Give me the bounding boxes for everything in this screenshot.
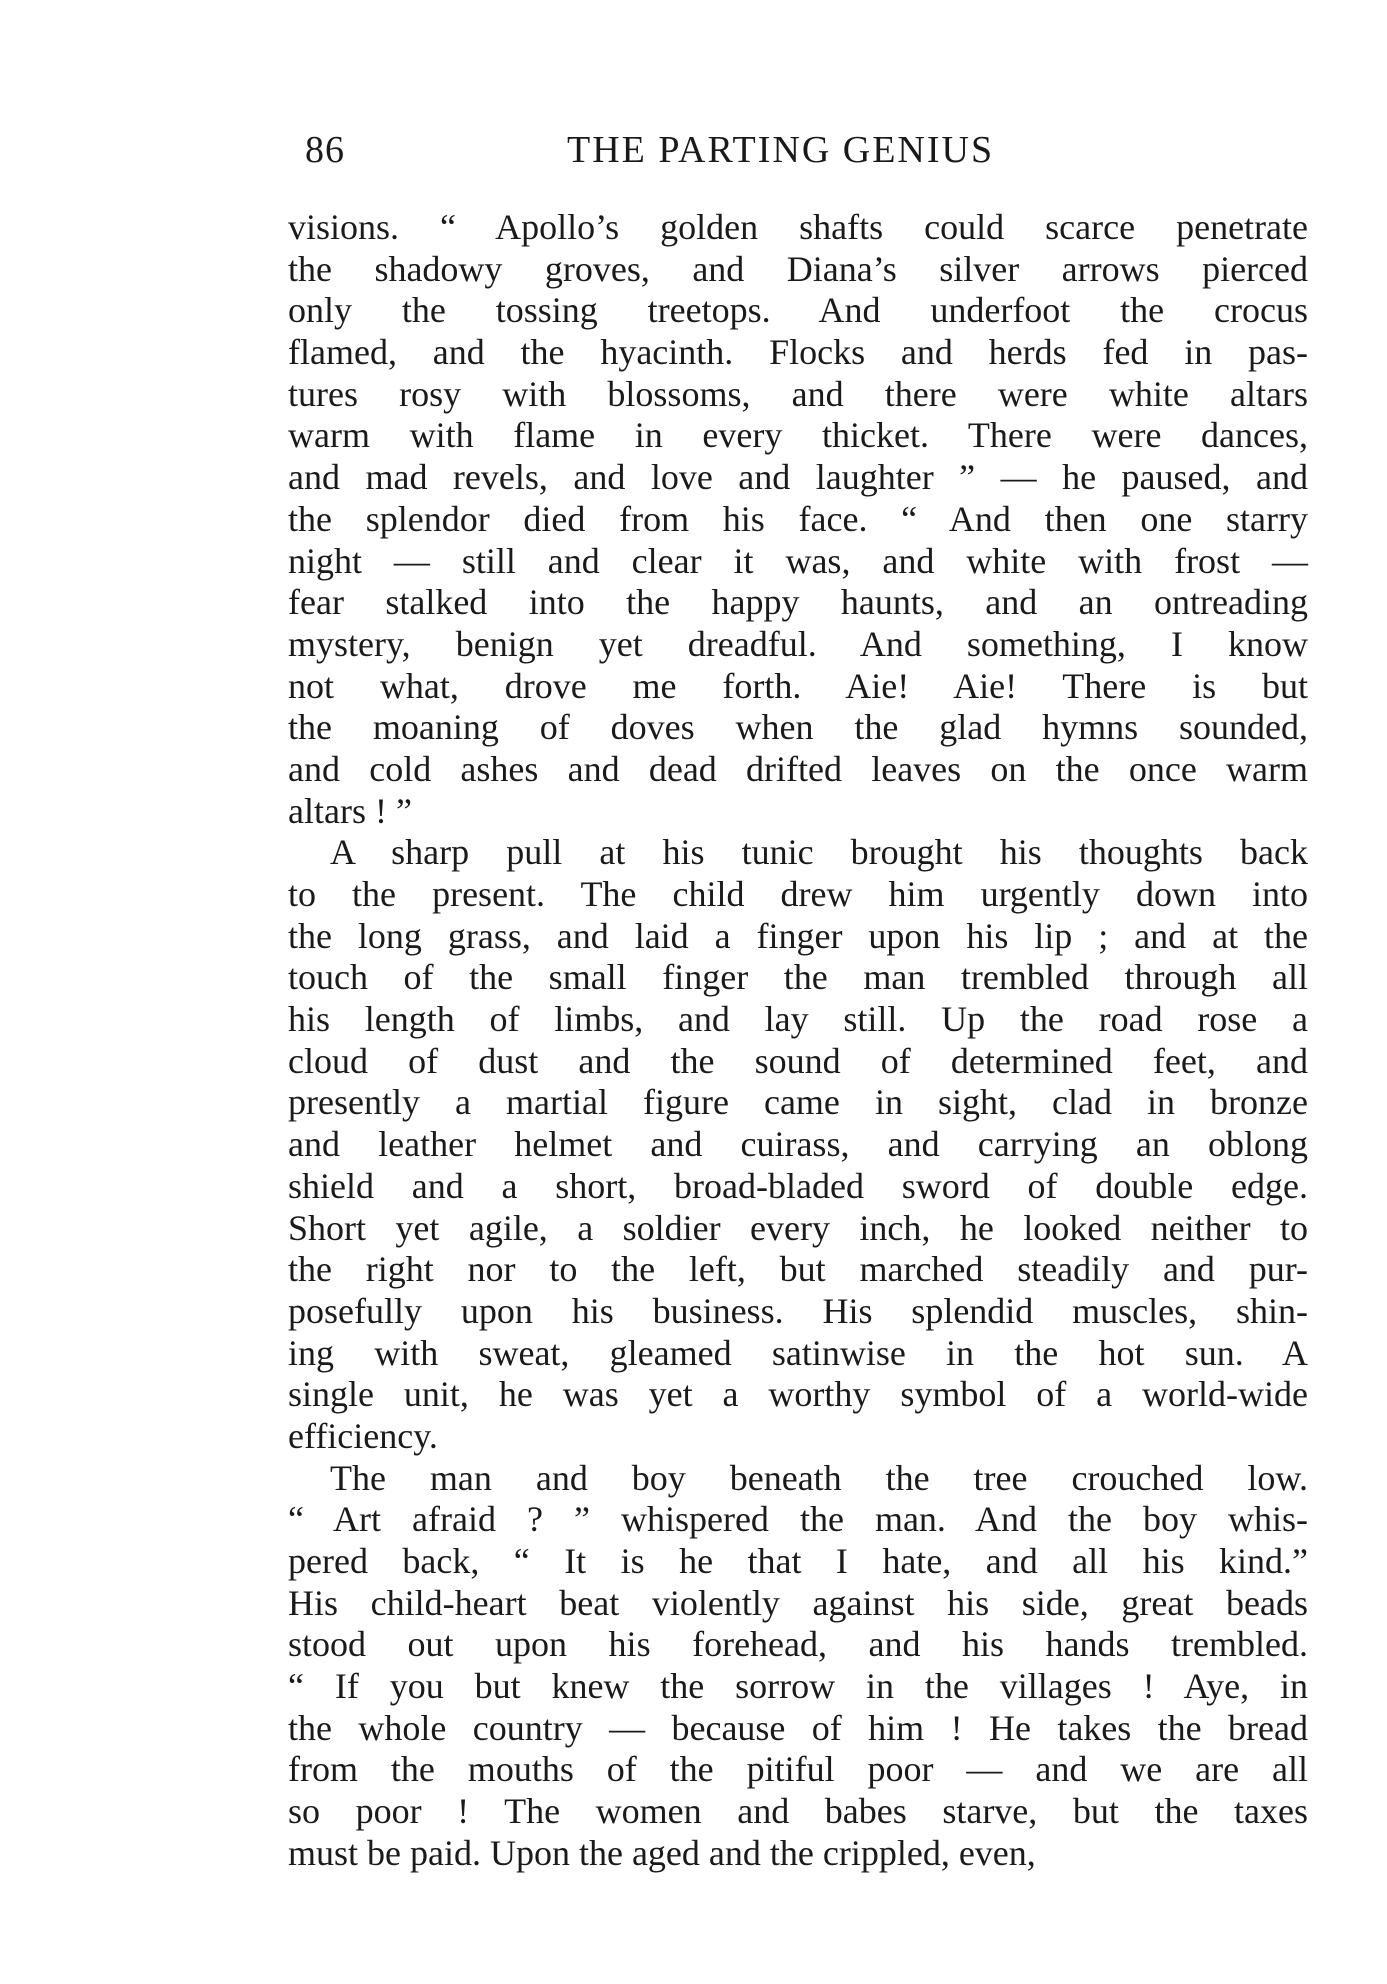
text-line: fear stalked into the happy haunts, and an ontreading [288,582,1308,623]
text-line: cloud of dust and the sound of determined feet, and [288,1040,1308,1081]
text-line: presently a martial figure came in sight, clad in bronze [288,1082,1308,1123]
text-line: and cold ashes and dead drifted leaves on the once warm [288,748,1308,789]
text-line: the moaning of doves when the glad hymns sounded, [288,707,1308,748]
text-line: night — still and clear it was, and white with frost — [288,540,1308,581]
page-number: 86 [305,129,345,171]
text-line: stood out upon his forehead, and his hands trembled. [288,1624,1308,1665]
text-line: and leather helmet and cuirass, and carrying an oblong [288,1124,1308,1165]
text-line: altars ! ” [288,790,412,831]
text-line: the whole country — because of him ! He takes the bread [288,1707,1308,1748]
text-line: warm with flame in every thicket. There were dances, [288,415,1308,456]
text-line: A sharp pull at his tunic brought his thoughts back [330,832,1308,873]
text-line: to the present. The child drew him urgently down into [288,874,1308,914]
text-line: “ If you but knew the sorrow in the villages ! Aye, in [288,1666,1308,1707]
paragraph [288,832,1308,1457]
text-line: the long grass, and laid a finger upon his lip ; and at the [288,915,1308,956]
text-line: efficiency. [288,1415,438,1456]
paragraph [288,1458,1308,1875]
text-line: the right nor to the left, but marched steadily and pur- [288,1249,1308,1290]
text-line: only the tossing treetops. And underfoot the crocus [288,290,1308,331]
text-line: His child-heart beat violently against his side, great beads [288,1582,1308,1623]
text-line: touch of the small finger the man trembled through all [288,957,1308,998]
text-line: posefully upon his business. His splendid muscles, shin- [288,1290,1308,1331]
text-line: tures rosy with blossoms, and there were white altars [288,373,1308,414]
text-line: the splendor died from his face. “ And then one starry [288,498,1308,539]
text-line: his length of limbs, and lay still. Up the road rose a [288,999,1308,1040]
body-text [288,207,1308,1875]
text-line: The man and boy beneath the tree crouched low. [330,1457,1308,1498]
running-title: THE PARTING GENIUS [567,129,995,171]
text-line: “ Art afraid ? ” whispered the man. And the boy whis- [288,1499,1308,1540]
text-line: single unit, he was yet a worthy symbol of a world-wide [288,1374,1308,1415]
text-line: flamed, and the hyacinth. Flocks and herds fed in pas- [288,332,1308,373]
running-head [305,120,1065,180]
text-line: and mad revels, and love and laughter ” — he paused, and [288,457,1308,498]
text-line: pered back, “ It is he that I hate, and all his kind.” [288,1541,1308,1581]
text-line: mystery, benign yet dreadful. And something, I know [288,623,1308,664]
text-line: not what, drove me forth. Aie! Aie! There is but [288,665,1308,706]
text-line: must be paid. Upon the aged and the crippled, even, [288,1832,1036,1873]
text-line: Short yet agile, a soldier every inch, he looked neither to [288,1207,1308,1248]
text-line: so poor ! The women and babes starve, but the taxes [288,1791,1308,1832]
text-line: ing with sweat, gleamed satinwise in the hot sun. A [288,1332,1308,1373]
text-line: from the mouths of the pitiful poor — and we are all [288,1749,1308,1790]
text-line: the shadowy groves, and Diana’s silver arrows pierced [288,248,1308,289]
paragraph [288,207,1308,832]
text-line: shield and a short, broad-bladed sword of double edge. [288,1165,1308,1206]
text-line: visions. “ Apollo’s golden shafts could scarce penetrate [288,207,1308,247]
